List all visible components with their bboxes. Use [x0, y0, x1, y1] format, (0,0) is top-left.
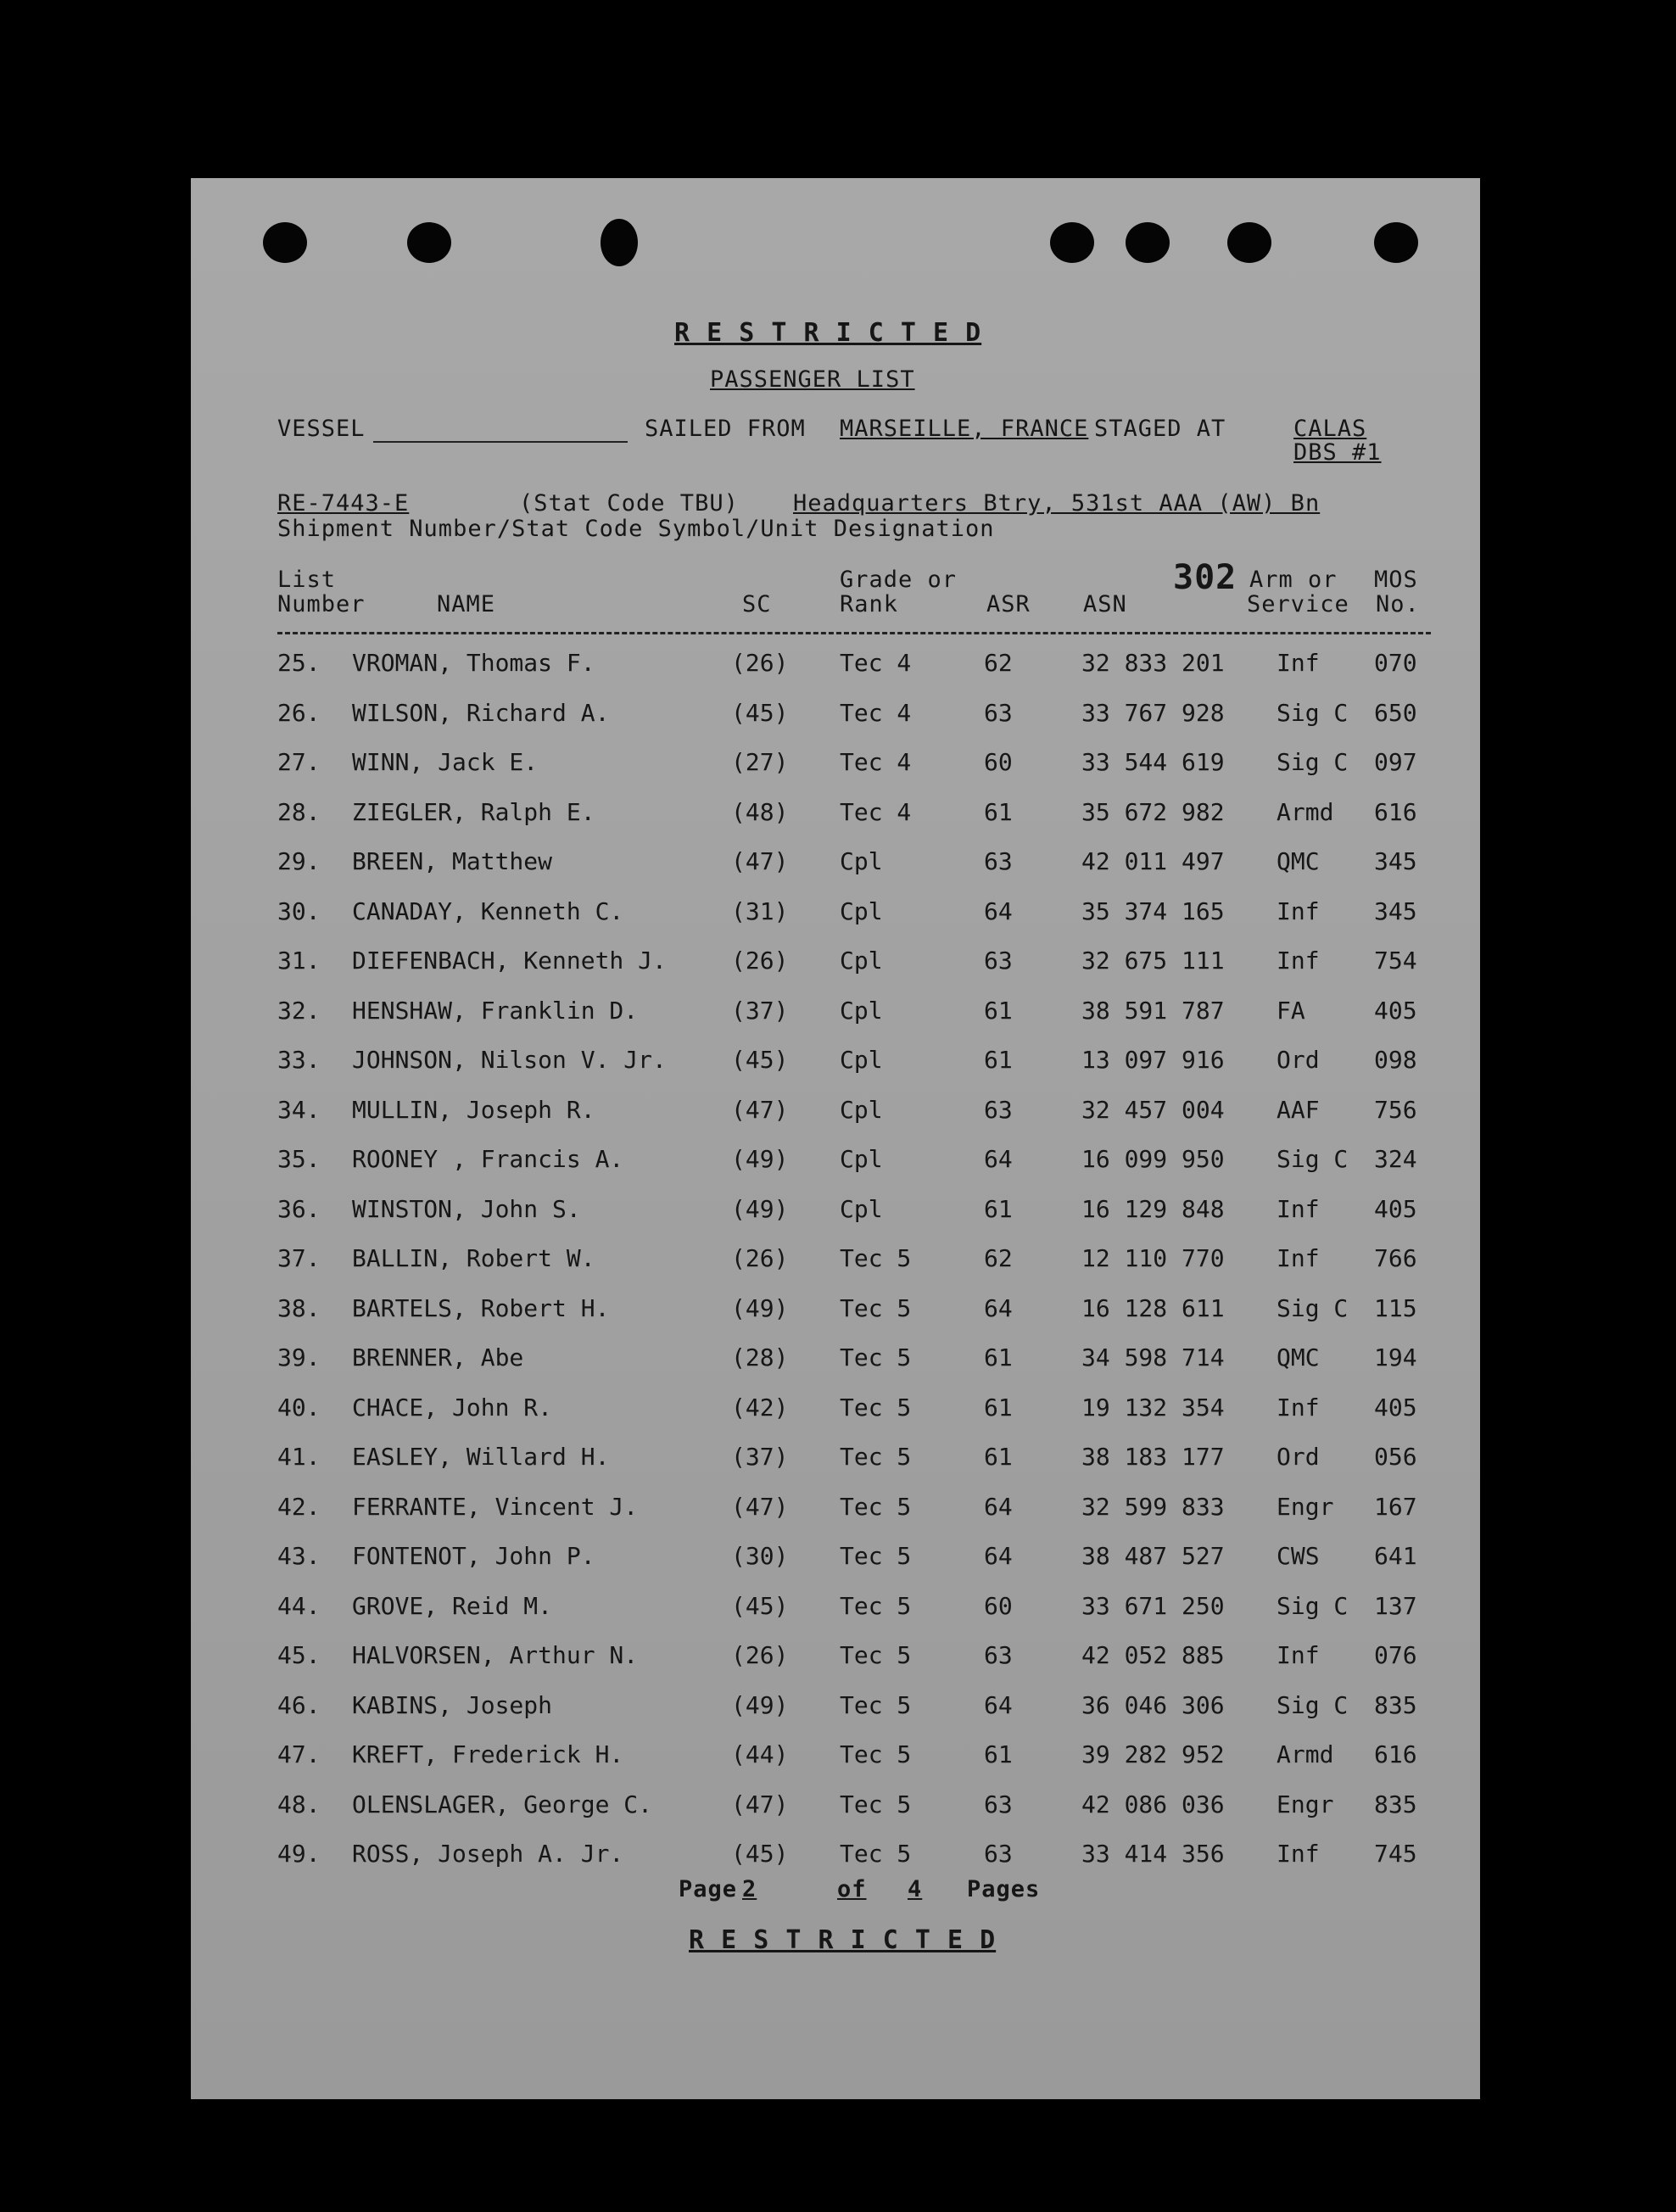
passenger-name: DIEFENBACH, Kenneth J.	[352, 947, 667, 975]
asn-number: 38 591 787	[1081, 996, 1225, 1025]
table-row	[191, 798, 1480, 832]
mos-number: 405	[1374, 1194, 1417, 1223]
asr-score: 60	[984, 748, 1013, 776]
mos-number: 167	[1374, 1492, 1417, 1521]
arm-service: Engr	[1277, 1790, 1334, 1818]
passenger-name: HALVORSEN, Arthur N.	[352, 1641, 639, 1669]
sc-code: (45)	[731, 1046, 789, 1074]
sc-code: (27)	[731, 748, 789, 776]
passenger-name: WINN, Jack E.	[352, 748, 539, 776]
asr-score: 64	[984, 897, 1013, 925]
sc-code: (26)	[731, 649, 789, 677]
arm-service: Sig C	[1277, 1690, 1349, 1719]
table-row	[191, 1343, 1480, 1377]
staged-at: CALAS	[1293, 416, 1367, 442]
asn-number: 32 457 004	[1081, 1095, 1225, 1124]
asn-number: 33 414 356	[1081, 1840, 1225, 1868]
sc-code: (44)	[731, 1740, 789, 1768]
table-row	[191, 1046, 1480, 1080]
row-number: 41.	[277, 1443, 321, 1471]
page-total: 4	[908, 1876, 923, 1902]
restricted-footer: R E S T R I C T E D	[689, 1925, 997, 1955]
punch-hole	[601, 219, 638, 266]
asr-score: 63	[984, 1095, 1013, 1124]
passenger-name: KABINS, Joseph	[352, 1690, 553, 1719]
vessel-label: VESSEL	[277, 416, 366, 442]
table-row	[191, 847, 1480, 881]
vessel-blank	[373, 441, 628, 443]
table-row	[191, 1394, 1480, 1427]
asr-score: 64	[984, 1542, 1013, 1570]
table-row	[191, 1294, 1480, 1328]
asn-number: 16 099 950	[1081, 1145, 1225, 1173]
asr-score: 61	[984, 1046, 1013, 1074]
passenger-name: BRENNER, Abe	[352, 1343, 524, 1371]
row-number: 44.	[277, 1591, 321, 1620]
grade-rank: Cpl	[840, 1095, 883, 1124]
asr-score: 63	[984, 698, 1013, 727]
shipment-number: RE-7443-E	[277, 490, 410, 517]
table-row	[191, 1096, 1480, 1130]
asn-number: 12 110 770	[1081, 1244, 1225, 1272]
grade-rank: Tec 5	[840, 1343, 912, 1371]
punch-hole	[407, 222, 451, 263]
sc-code: (37)	[731, 996, 789, 1025]
table-row	[191, 699, 1480, 733]
asr-score: 64	[984, 1690, 1013, 1719]
asr-score: 63	[984, 847, 1013, 875]
asn-number: 32 833 201	[1081, 649, 1225, 677]
row-number: 34.	[277, 1095, 321, 1124]
arm-service: Inf	[1277, 649, 1320, 677]
mos-number: 766	[1374, 1244, 1417, 1272]
row-number: 48.	[277, 1790, 321, 1818]
grade-rank: Cpl	[840, 947, 883, 975]
passenger-name: ROONEY , Francis A.	[352, 1145, 624, 1173]
arm-service: Inf	[1277, 1840, 1320, 1868]
mos-number: 345	[1374, 847, 1417, 875]
asr-score: 61	[984, 996, 1013, 1025]
passenger-name: HENSHAW, Franklin D.	[352, 996, 639, 1025]
passenger-name: MULLIN, Joseph R.	[352, 1095, 595, 1124]
asn-number: 34 598 714	[1081, 1343, 1225, 1371]
row-number: 49.	[277, 1840, 321, 1868]
table-row	[191, 1740, 1480, 1774]
row-number: 32.	[277, 996, 321, 1025]
mos-number: 097	[1374, 748, 1417, 776]
grade-rank: Cpl	[840, 897, 883, 925]
row-number: 25.	[277, 649, 321, 677]
col-arm-1: Arm or	[1249, 567, 1338, 593]
table-row	[191, 1493, 1480, 1527]
sc-code: (31)	[731, 897, 789, 925]
punch-hole	[1126, 222, 1170, 263]
row-number: 38.	[277, 1293, 321, 1322]
passenger-name: VROMAN, Thomas F.	[352, 649, 595, 677]
asn-number: 35 374 165	[1081, 897, 1225, 925]
asn-number: 38 487 527	[1081, 1542, 1225, 1570]
asr-score: 61	[984, 1343, 1013, 1371]
row-number: 36.	[277, 1194, 321, 1223]
passenger-name: EASLEY, Willard H.	[352, 1443, 610, 1471]
passenger-name: FERRANTE, Vincent J.	[352, 1492, 639, 1521]
document-page	[191, 178, 1480, 2099]
table-row	[191, 1592, 1480, 1626]
mos-number: 076	[1374, 1641, 1417, 1669]
asr-score: 64	[984, 1145, 1013, 1173]
col-arm-2: Service	[1247, 591, 1349, 617]
col-mos-2: No.	[1376, 591, 1420, 617]
grade-rank: Tec 5	[840, 1492, 912, 1521]
table-row	[191, 1840, 1480, 1874]
asn-number: 32 675 111	[1081, 947, 1225, 975]
mos-number: 345	[1374, 897, 1417, 925]
mos-number: 616	[1374, 1740, 1417, 1768]
passenger-name: BREEN, Matthew	[352, 847, 553, 875]
asr-score: 61	[984, 1194, 1013, 1223]
row-number: 31.	[277, 947, 321, 975]
arm-service: Sig C	[1277, 698, 1349, 727]
row-number: 43.	[277, 1542, 321, 1570]
mos-number: 115	[1374, 1293, 1417, 1322]
grade-rank: Tec 5	[840, 1591, 912, 1620]
asn-number: 35 672 982	[1081, 797, 1225, 826]
table-row	[191, 1195, 1480, 1229]
asr-score: 62	[984, 1244, 1013, 1272]
row-number: 45.	[277, 1641, 321, 1669]
punch-hole	[1050, 222, 1094, 263]
sailed-label: SAILED FROM	[645, 416, 806, 442]
mos-number: 070	[1374, 649, 1417, 677]
mos-number: 405	[1374, 996, 1417, 1025]
sc-code: (49)	[731, 1690, 789, 1719]
grade-rank: Cpl	[840, 1046, 883, 1074]
staged-at-2: DBS #1	[1293, 439, 1382, 466]
mos-number: 194	[1374, 1343, 1417, 1371]
row-number: 47.	[277, 1740, 321, 1768]
asn-number: 32 599 833	[1081, 1492, 1225, 1521]
mos-number: 835	[1374, 1690, 1417, 1719]
grade-rank: Tec 5	[840, 1293, 912, 1322]
col-asn: ASN	[1083, 591, 1127, 617]
passenger-name: GROVE, Reid M.	[352, 1591, 553, 1620]
grade-rank: Cpl	[840, 847, 883, 875]
row-number: 37.	[277, 1244, 321, 1272]
table-row	[191, 1542, 1480, 1576]
mos-number: 616	[1374, 797, 1417, 826]
passenger-name: CANADAY, Kenneth C.	[352, 897, 624, 925]
grade-rank: Tec 5	[840, 1443, 912, 1471]
staged-label: STAGED AT	[1094, 416, 1226, 442]
col-grade-2: Rank	[840, 591, 899, 617]
asn-number: 39 282 952	[1081, 1740, 1225, 1768]
asn-number: 42 052 885	[1081, 1641, 1225, 1669]
arm-service: CWS	[1277, 1542, 1320, 1570]
col-grade-1: Grade or	[840, 567, 958, 593]
table-row	[191, 1790, 1480, 1824]
grade-rank: Tec 5	[840, 1393, 912, 1422]
arm-service: Armd	[1277, 1740, 1334, 1768]
table-row	[191, 1443, 1480, 1477]
passenger-name: WILSON, Richard A.	[352, 698, 610, 727]
passenger-name: ROSS, Joseph A. Jr.	[352, 1840, 624, 1868]
row-number: 29.	[277, 847, 321, 875]
sc-code: (28)	[731, 1343, 789, 1371]
arm-service: Ord	[1277, 1046, 1320, 1074]
passenger-name: FONTENOT, John P.	[352, 1542, 595, 1570]
table-row	[191, 997, 1480, 1031]
row-number: 28.	[277, 797, 321, 826]
arm-service: Inf	[1277, 1194, 1320, 1223]
asr-score: 63	[984, 1790, 1013, 1818]
sc-code: (45)	[731, 1591, 789, 1620]
punch-hole	[1374, 222, 1418, 263]
row-number: 27.	[277, 748, 321, 776]
mos-number: 745	[1374, 1840, 1417, 1868]
arm-service: Sig C	[1277, 1293, 1349, 1322]
arm-service: Inf	[1277, 947, 1320, 975]
arm-service: Inf	[1277, 1244, 1320, 1272]
mos-number: 405	[1374, 1393, 1417, 1422]
grade-rank: Tec 5	[840, 1690, 912, 1719]
mos-number: 756	[1374, 1095, 1417, 1124]
grade-rank: Tec 4	[840, 797, 912, 826]
asr-score: 60	[984, 1591, 1013, 1620]
col-sc: SC	[742, 591, 772, 617]
mos-number: 098	[1374, 1046, 1417, 1074]
passenger-name: JOHNSON, Nilson V. Jr.	[352, 1046, 667, 1074]
arm-service: Ord	[1277, 1443, 1320, 1471]
grade-rank: Tec 5	[840, 1542, 912, 1570]
asn-number: 42 011 497	[1081, 847, 1225, 875]
stat-code: (Stat Code TBU)	[519, 490, 739, 517]
col-mos-1: MOS	[1374, 567, 1418, 593]
grade-rank: Cpl	[840, 996, 883, 1025]
asr-score: 62	[984, 649, 1013, 677]
sc-code: (42)	[731, 1393, 789, 1422]
sc-code: (49)	[731, 1194, 789, 1223]
punch-hole	[263, 222, 307, 263]
grade-rank: Tec 5	[840, 1840, 912, 1868]
sc-code: (47)	[731, 1492, 789, 1521]
grade-rank: Tec 5	[840, 1641, 912, 1669]
asn-number: 16 129 848	[1081, 1194, 1225, 1223]
grade-rank: Tec 4	[840, 748, 912, 776]
grade-rank: Cpl	[840, 1145, 883, 1173]
col-asr: ASR	[986, 591, 1031, 617]
asn-number: 33 671 250	[1081, 1591, 1225, 1620]
mos-number: 835	[1374, 1790, 1417, 1818]
sc-code: (26)	[731, 1244, 789, 1272]
sc-code: (45)	[731, 1840, 789, 1868]
arm-service: Armd	[1277, 797, 1334, 826]
of-label: of	[837, 1876, 867, 1902]
col-list-1: List	[277, 567, 337, 593]
passenger-name: OLENSLAGER, George C.	[352, 1790, 653, 1818]
asr-score: 61	[984, 1393, 1013, 1422]
sc-code: (26)	[731, 947, 789, 975]
asr-score: 63	[984, 947, 1013, 975]
table-row	[191, 1244, 1480, 1278]
sc-code: (49)	[731, 1145, 789, 1173]
passenger-name: KREFT, Frederick H.	[352, 1740, 624, 1768]
table-row	[191, 1691, 1480, 1725]
arm-service: FA	[1277, 996, 1305, 1025]
pages-label: Pages	[967, 1876, 1041, 1902]
asn-number: 13 097 916	[1081, 1046, 1225, 1074]
row-number: 30.	[277, 897, 321, 925]
asr-score: 61	[984, 797, 1013, 826]
header-divider	[277, 632, 1431, 634]
grade-rank: Tec 5	[840, 1244, 912, 1272]
asr-score: 64	[984, 1293, 1013, 1322]
page-title: PASSENGER LIST	[710, 366, 915, 393]
mos-number: 641	[1374, 1542, 1417, 1570]
asn-number: 38 183 177	[1081, 1443, 1225, 1471]
table-row	[191, 947, 1480, 980]
col-name: NAME	[437, 591, 496, 617]
arm-service: QMC	[1277, 847, 1320, 875]
arm-service: Inf	[1277, 1393, 1320, 1422]
asr-score: 63	[984, 1840, 1013, 1868]
stamp-number: 302	[1173, 558, 1237, 597]
grade-rank: Tec 5	[840, 1790, 912, 1818]
arm-service: Sig C	[1277, 1145, 1349, 1173]
mos-number: 056	[1374, 1443, 1417, 1471]
sc-code: (47)	[731, 1790, 789, 1818]
mos-number: 137	[1374, 1591, 1417, 1620]
row-number: 40.	[277, 1393, 321, 1422]
punch-hole	[1227, 222, 1271, 263]
sailed-from: MARSEILLE, FRANCE	[840, 416, 1089, 442]
passenger-name: BARTELS, Robert H.	[352, 1293, 610, 1322]
passenger-name: ZIEGLER, Ralph E.	[352, 797, 595, 826]
row-number: 35.	[277, 1145, 321, 1173]
sc-code: (48)	[731, 797, 789, 826]
restricted-header: R E S T R I C T E D	[674, 318, 982, 348]
grade-rank: Tec 4	[840, 649, 912, 677]
asr-score: 63	[984, 1641, 1013, 1669]
asr-score: 61	[984, 1443, 1013, 1471]
passenger-name: BALLIN, Robert W.	[352, 1244, 595, 1272]
arm-service: AAF	[1277, 1095, 1320, 1124]
sc-code: (37)	[731, 1443, 789, 1471]
asn-number: 33 767 928	[1081, 698, 1225, 727]
col-list-2: Number	[277, 591, 366, 617]
passenger-name: CHACE, John R.	[352, 1393, 553, 1422]
grade-rank: Tec 5	[840, 1740, 912, 1768]
asr-score: 64	[984, 1492, 1013, 1521]
page-label: Page	[679, 1876, 738, 1902]
row-number: 46.	[277, 1690, 321, 1719]
asn-number: 42 086 036	[1081, 1790, 1225, 1818]
row-number: 33.	[277, 1046, 321, 1074]
arm-service: Inf	[1277, 1641, 1320, 1669]
asn-number: 33 544 619	[1081, 748, 1225, 776]
table-row	[191, 1145, 1480, 1179]
sc-code: (47)	[731, 847, 789, 875]
sc-code: (26)	[731, 1641, 789, 1669]
asn-number: 16 128 611	[1081, 1293, 1225, 1322]
sc-code: (45)	[731, 698, 789, 727]
mos-number: 650	[1374, 698, 1417, 727]
page-number: 2	[742, 1876, 757, 1902]
table-row	[191, 748, 1480, 782]
arm-service: Engr	[1277, 1492, 1334, 1521]
sc-code: (30)	[731, 1542, 789, 1570]
sc-code: (49)	[731, 1293, 789, 1322]
unit-designation: Headquarters Btry, 531st AAA (AW) Bn	[793, 490, 1321, 517]
asn-number: 19 132 354	[1081, 1393, 1225, 1422]
grade-rank: Tec 4	[840, 698, 912, 727]
row-number: 26.	[277, 698, 321, 727]
arm-service: Inf	[1277, 897, 1320, 925]
asr-score: 61	[984, 1740, 1013, 1768]
sc-code: (47)	[731, 1095, 789, 1124]
table-row	[191, 897, 1480, 931]
arm-service: Sig C	[1277, 1591, 1349, 1620]
table-row	[191, 649, 1480, 683]
grade-rank: Cpl	[840, 1194, 883, 1223]
mos-number: 754	[1374, 947, 1417, 975]
row-number: 39.	[277, 1343, 321, 1371]
asn-number: 36 046 306	[1081, 1690, 1225, 1719]
arm-service: Sig C	[1277, 748, 1349, 776]
table-row	[191, 1641, 1480, 1675]
arm-service: QMC	[1277, 1343, 1320, 1371]
passenger-name: WINSTON, John S.	[352, 1194, 581, 1223]
row-number: 42.	[277, 1492, 321, 1521]
shipment-caption: Shipment Number/Stat Code Symbol/Unit Designation	[277, 516, 995, 542]
mos-number: 324	[1374, 1145, 1417, 1173]
